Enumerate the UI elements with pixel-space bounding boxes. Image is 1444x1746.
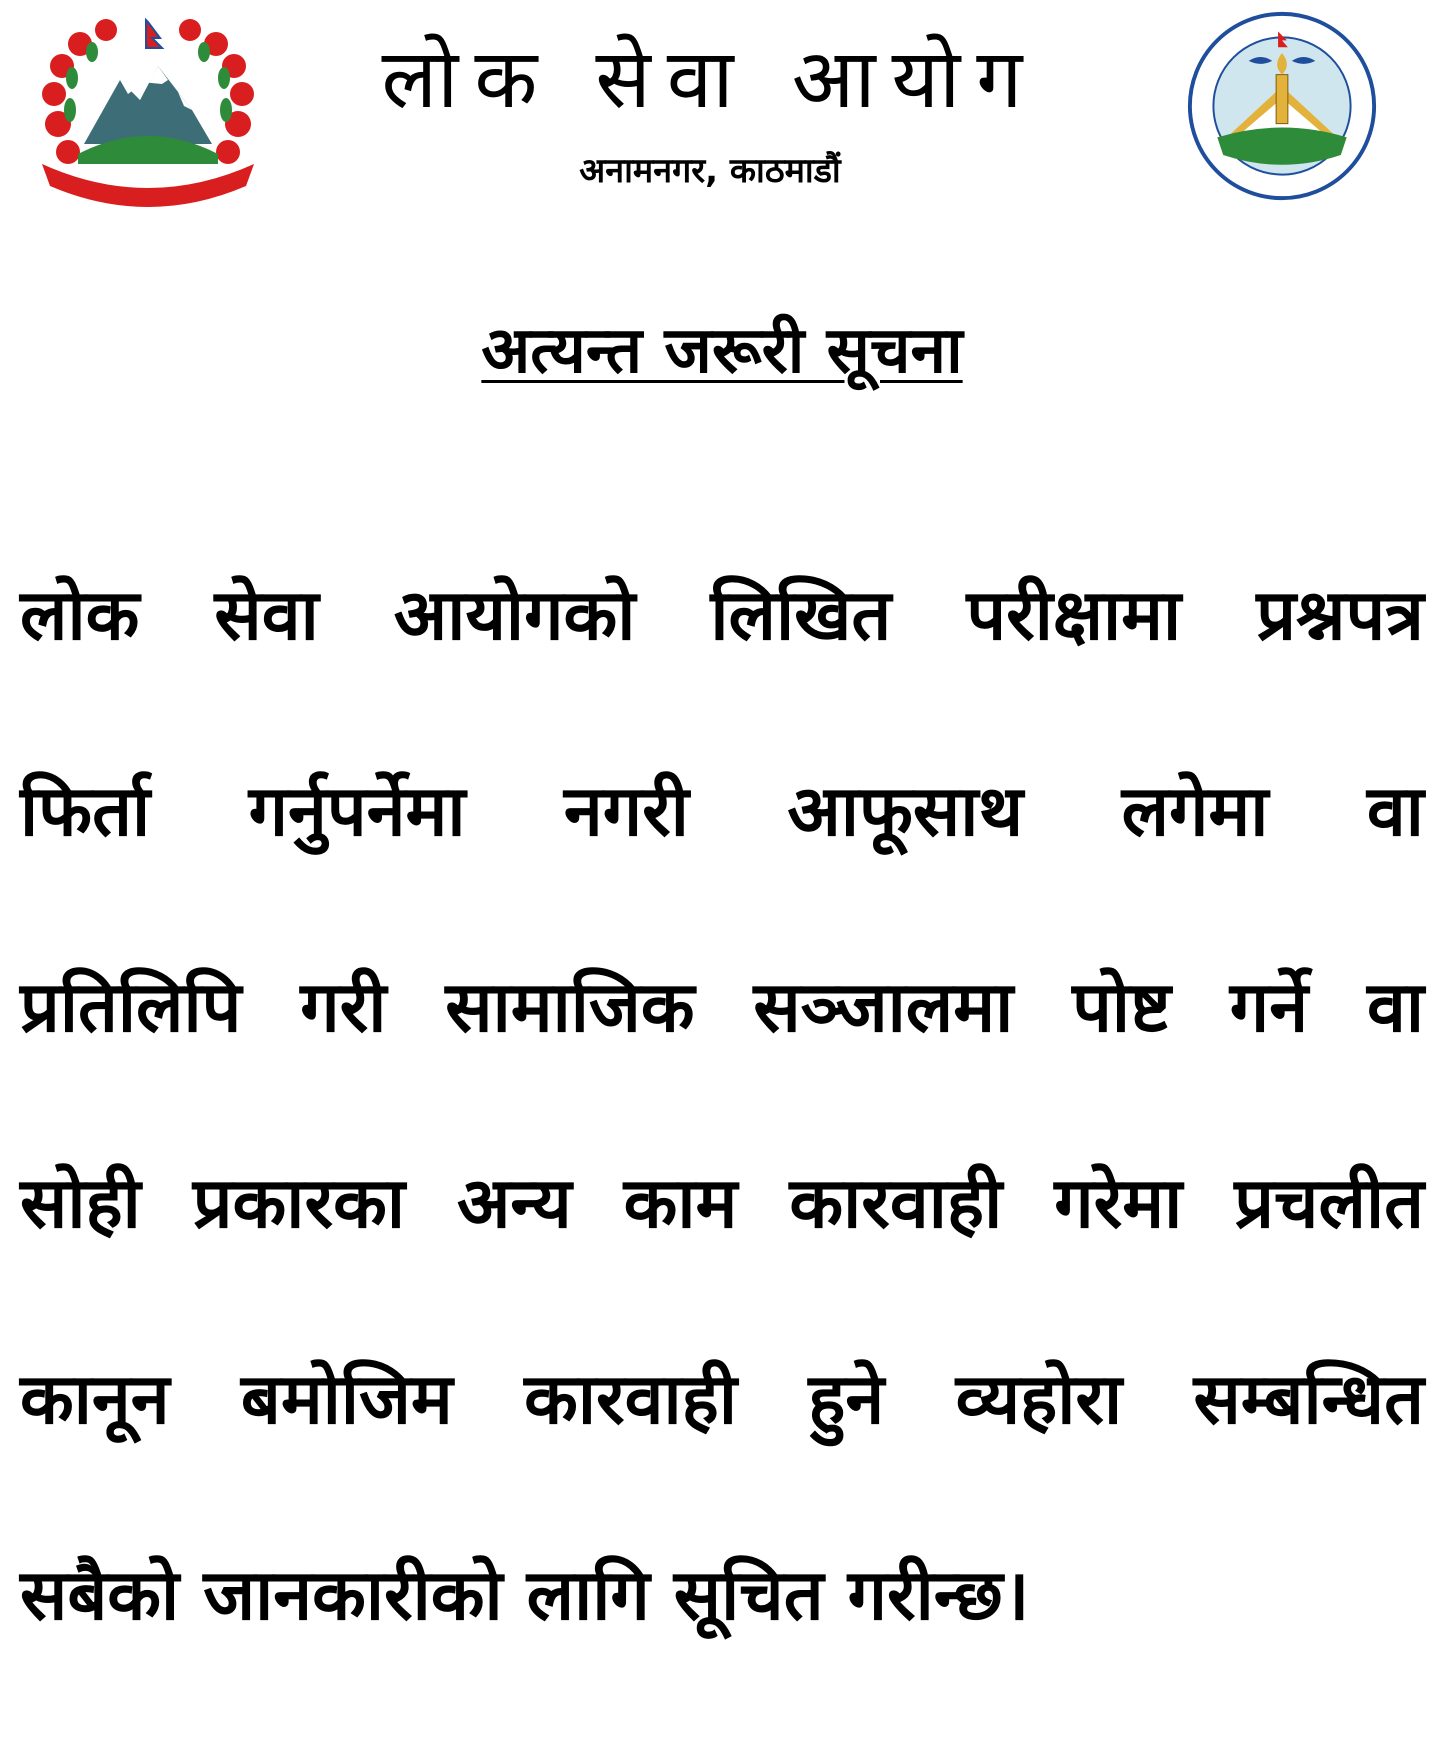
notice-line	[20, 766, 1424, 962]
notice-line	[20, 962, 1424, 1158]
notice-word: पोष्ट	[1072, 966, 1171, 1048]
notice-word: लिखित	[710, 574, 892, 656]
document-header	[0, 0, 1444, 230]
notice-word: प्रकारका	[192, 1162, 405, 1244]
notice-word: जानकारीको	[203, 1554, 503, 1636]
notice-word: आफूसाथ	[787, 770, 1024, 852]
notice-word: सूचित	[673, 1554, 824, 1636]
notice-word: गरीन्छ।	[847, 1554, 1030, 1636]
notice-word: सामाजिक	[445, 966, 695, 1048]
notice-body	[20, 570, 1424, 1746]
org-address: अनामनगर, काठमाडौं	[579, 151, 841, 191]
notice-word: फिर्ता	[20, 770, 151, 852]
notice-word: नगरी	[563, 770, 689, 852]
nepal-emblem-icon	[28, 14, 268, 214]
notice-word: कारवाही	[524, 1358, 737, 1440]
notice-word: सम्बन्धित	[1193, 1358, 1424, 1440]
notice-heading	[0, 306, 1444, 409]
notice-line	[20, 1550, 1424, 1746]
notice-word: सबैको	[20, 1554, 180, 1636]
notice-word: हुने	[808, 1358, 885, 1440]
notice-word: गरी	[300, 966, 387, 1048]
notice-word: वा	[1366, 770, 1424, 852]
notice-word: लोक	[20, 574, 140, 656]
notice-word: प्रतिलिपि	[20, 966, 242, 1048]
notice-word: कानून	[20, 1358, 170, 1440]
notice-word: गर्ने	[1229, 966, 1309, 1048]
notice-line	[20, 1158, 1424, 1354]
notice-line	[20, 570, 1424, 766]
notice-word: लगेमा	[1121, 770, 1269, 852]
notice-heading-text: अत्यन्त जरूरी सूचना	[481, 314, 963, 388]
notice-word: प्रश्नपत्र	[1256, 574, 1424, 656]
notice-word: सेवा	[214, 574, 319, 656]
notice-word: सोही	[20, 1162, 141, 1244]
notice-word: गरेमा	[1054, 1162, 1183, 1244]
notice-word: वा	[1366, 966, 1424, 1048]
notice-word: गर्नुपर्नेमा	[248, 770, 466, 852]
org-title: लोक सेवा आयोग	[381, 32, 1039, 127]
notice-word: परीक्षामा	[966, 574, 1182, 656]
notice-word: प्रचलीत	[1234, 1162, 1424, 1244]
psc-seal-icon	[1184, 8, 1380, 204]
notice-line	[20, 1354, 1424, 1550]
notice-word: लागि	[526, 1554, 650, 1636]
notice-word: आयोगको	[393, 574, 636, 656]
notice-word: सञ्जालमा	[753, 966, 1014, 1048]
notice-word: बमोजिम	[240, 1358, 453, 1440]
notice-word: कारवाही	[789, 1162, 1003, 1244]
notice-word: काम	[623, 1162, 738, 1244]
notice-word: अन्य	[456, 1162, 572, 1244]
notice-word: व्यहोरा	[955, 1358, 1123, 1440]
